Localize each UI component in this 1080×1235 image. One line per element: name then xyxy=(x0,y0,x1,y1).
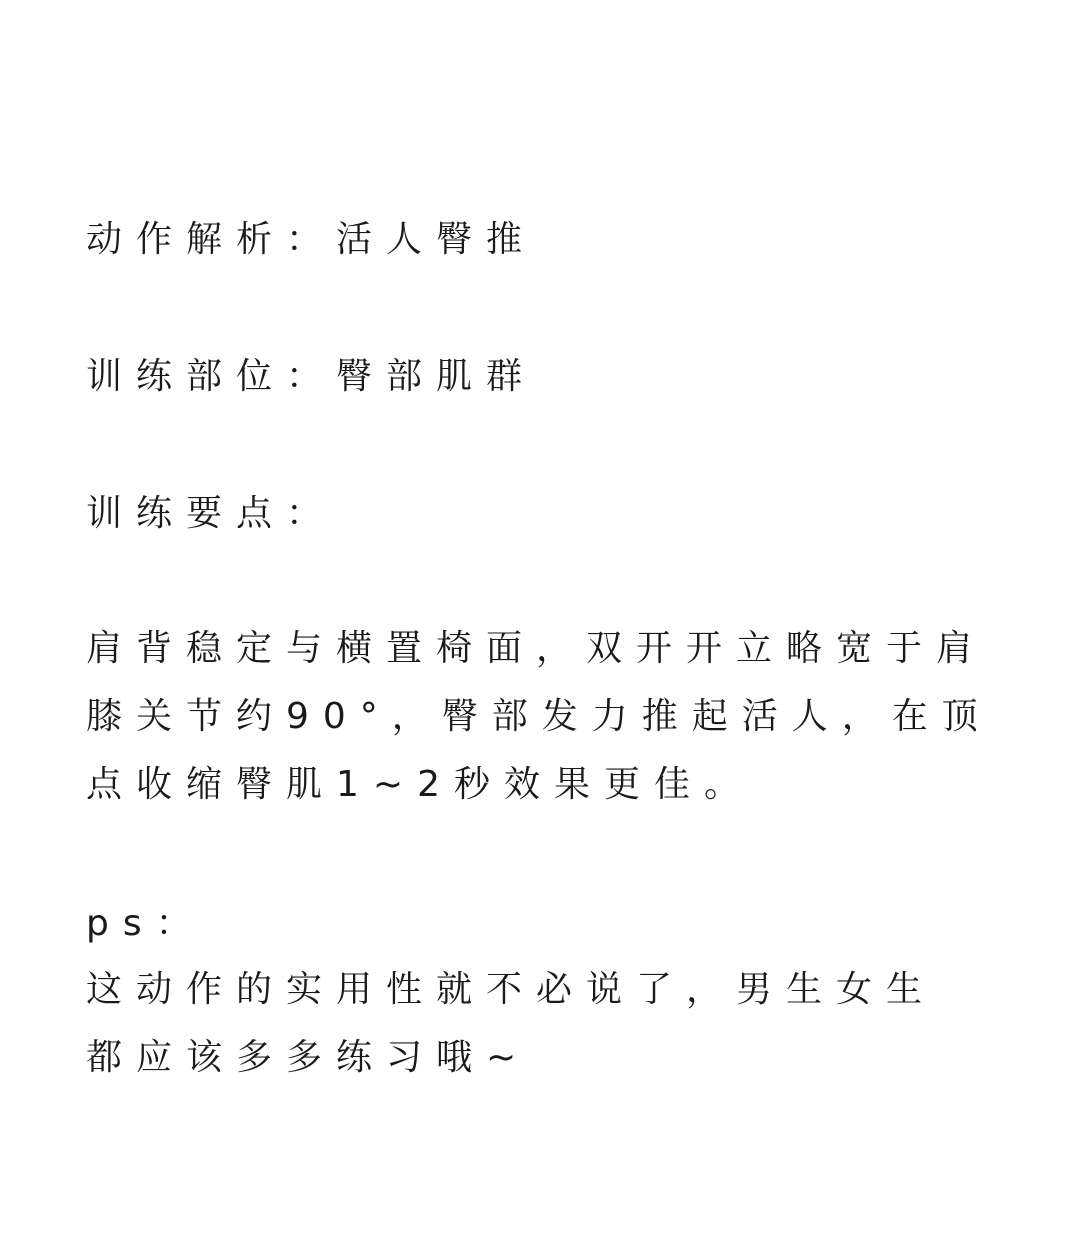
key-points-heading: 训练要点： xyxy=(86,493,337,534)
target-area: 训练部位：臀部肌群 xyxy=(86,356,537,397)
ps-label: ps： xyxy=(86,903,206,944)
action-title: 动作解析：活人臀推 xyxy=(86,219,537,260)
ps-line: 这动作的实用性就不必说了，男生女生 xyxy=(86,969,937,1010)
key-points-line: 点收缩臀肌1~2秒效果更佳。 xyxy=(86,764,754,805)
ps-line: 都应该多多练习哦~ xyxy=(86,1037,531,1078)
key-points-line: 肩背稳定与横置椅面，双开开立略宽于肩 xyxy=(86,628,987,669)
key-points-line: 膝关节约90°，臀部发力推起活人，在顶 xyxy=(86,696,992,737)
